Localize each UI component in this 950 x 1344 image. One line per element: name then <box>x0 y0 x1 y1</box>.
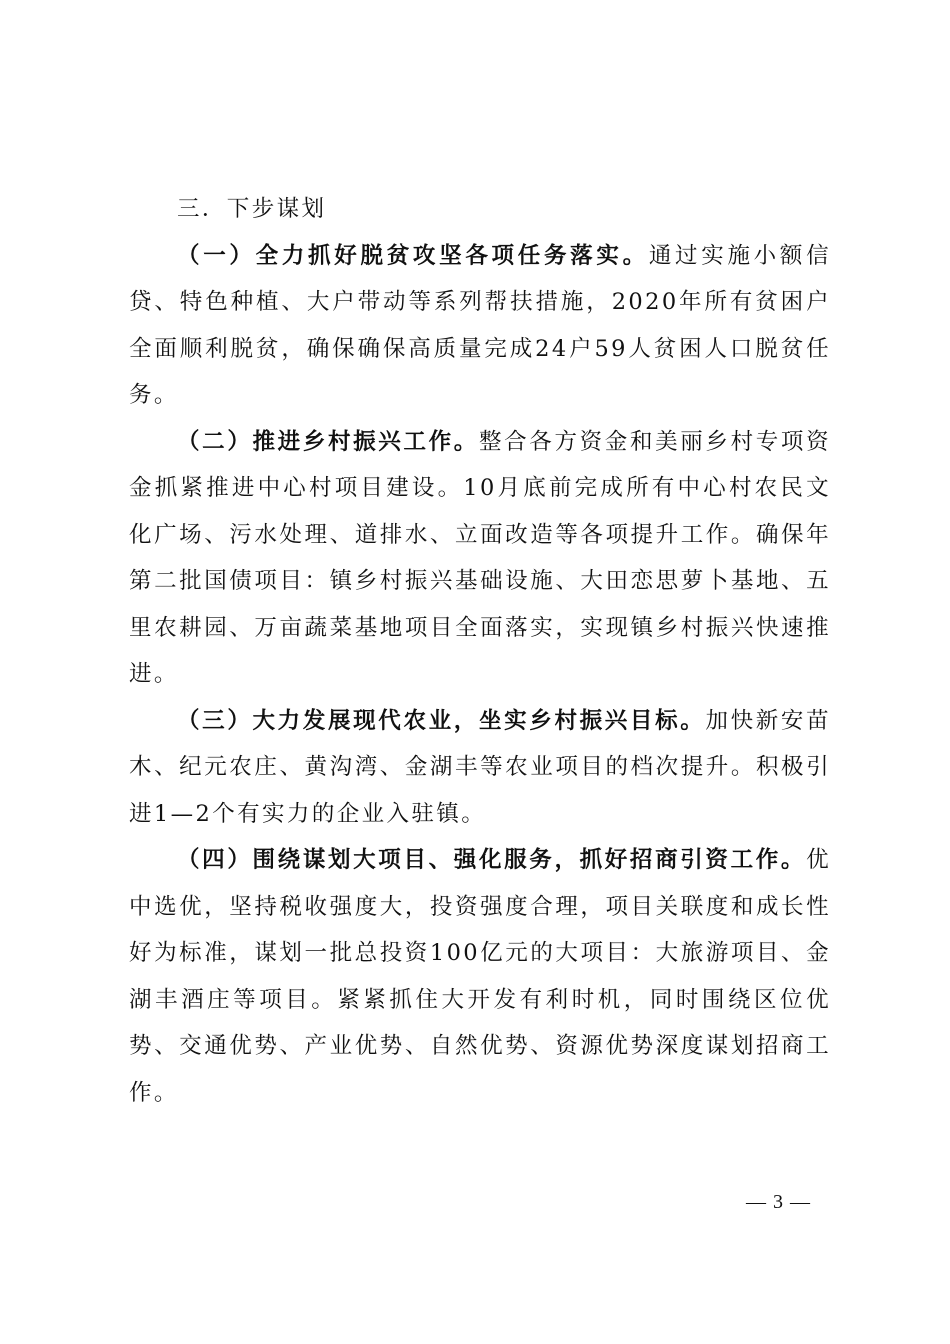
paragraph-1 <box>129 233 831 419</box>
paragraph-4 <box>129 837 831 1116</box>
paragraph-4-body: 优中选优，坚持税收强度大，投资强度合理，项目关联度和成长性好为标准，谋划一批总投资100亿元的大项目：大旅游项目、金湖丰酒庄等项目。紧紧抓住大开发有利时机，同时围绕区位优势、交通优势、产业优势、自然优势、资源优势深度谋划招商工作。 <box>129 847 831 1106</box>
paragraph-3 <box>129 698 831 838</box>
paragraph-3-body: 加快新安苗木、纪元农庄、黄沟湾、金湖丰等农业项目的档次提升。积极引进1—2个有实力的企业入驻镇。 <box>129 707 831 827</box>
paragraph-2-body: 整合各方资金和美丽乡村专项资金抓紧推进中心村项目建设。10月底前完成所有中心村农民文化广场、污水处理、道排水、立面改造等各项提升工作。确保年第二批国债项目：镇乡村振兴基础设施、大田恋思萝卜基地、五里农耕园、万亩蔬菜基地项目全面落实，实现镇乡村振兴快速推进。 <box>129 428 831 687</box>
page-number: — 3 — <box>746 1191 811 1213</box>
paragraph-3-lead: （三）大力发展现代农业，坐实乡村振兴目标。 <box>177 707 706 734</box>
paragraph-2-lead: （二）推进乡村振兴工作。 <box>177 428 479 455</box>
paragraph-2 <box>129 419 831 698</box>
paragraph-1-body: 通过实施小额信贷、特色种植、大户带动等系列帮扶措施，2020年所有贫困户全面顺利脱贫，确保确保高质量完成24户59人贫困人口脱贫任务。 <box>129 242 831 408</box>
section-heading: 三．下步谋划 <box>177 196 327 222</box>
document-body <box>129 186 831 1116</box>
paragraph-4-lead: （四）围绕谋划大项目、强化服务，抓好招商引资工作。 <box>177 847 807 873</box>
paragraph-1-lead: （一）全力抓好脱贫攻坚各项任务落实。 <box>177 242 649 269</box>
